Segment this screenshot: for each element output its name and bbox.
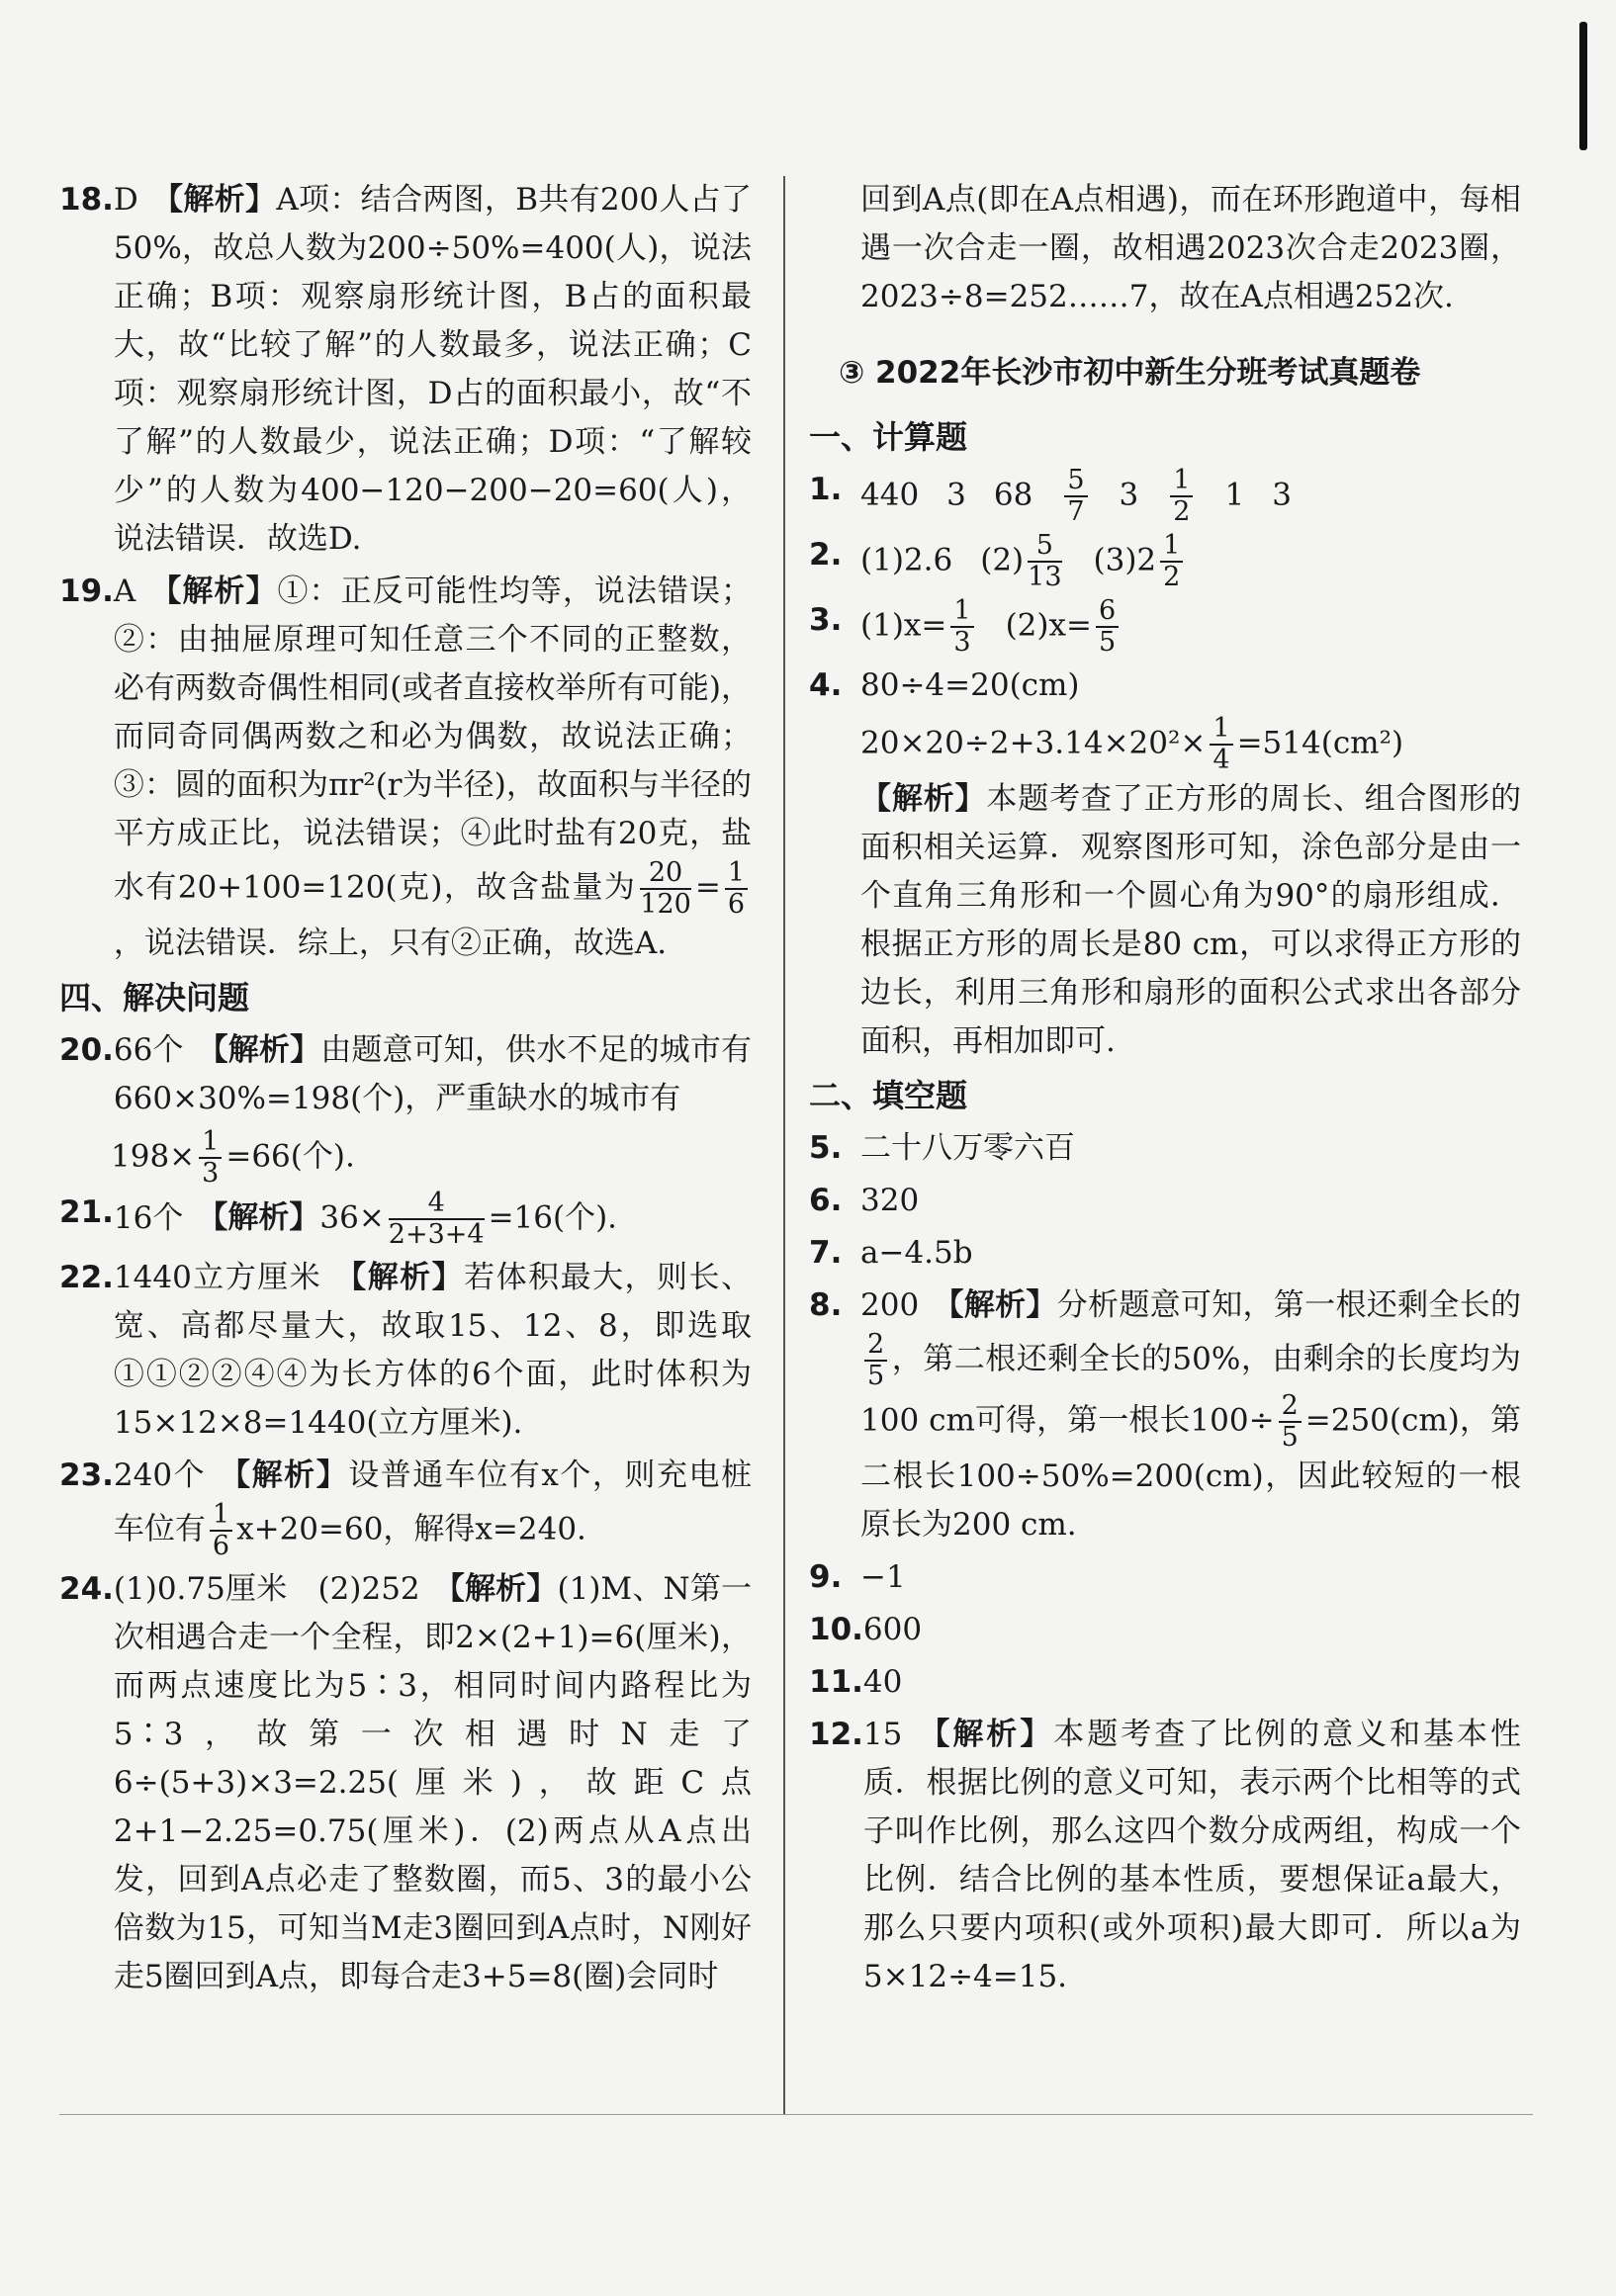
equals-sign: = [694, 869, 721, 906]
fraction-denominator: 2 [1173, 496, 1191, 527]
formula-text: 198× [111, 1138, 196, 1175]
answer: 15 [862, 1717, 903, 1752]
answer: (1)0.75厘米 (2)252 [113, 1571, 420, 1607]
question-number: 24. [59, 1571, 114, 1607]
fraction [1096, 596, 1119, 658]
answer: 68 [993, 477, 1033, 513]
answer: (2) [980, 542, 1025, 578]
question-body [114, 1452, 752, 1561]
fraction [1064, 466, 1087, 527]
answer: 600 [862, 1612, 923, 1647]
question-11 [809, 1658, 1521, 1707]
formula-line [860, 714, 1521, 775]
fraction [210, 1500, 232, 1561]
analysis-text: A项：结合两图，B共有200人占了50%，故总人数为200÷50%=400(人)，说法正确；B项：观察扇形统计图，B占的面积最大，故“比较了解”的人数最多，说法正确；C项：观察扇形统计图，D占的面积最小，故“不了解”的人数最少，说法正确；D项：“了解较少”的人数为400−120−200−20=60(人)，说法错误．故选D. [113, 182, 752, 557]
formula-text: =66(个). [225, 1138, 355, 1175]
question-number: 3. [809, 602, 843, 638]
question-body [114, 1565, 752, 2001]
question-number: 23. [59, 1457, 114, 1493]
question-number: 4. [809, 667, 843, 703]
question-4 [809, 662, 1521, 710]
question-2 [809, 531, 1521, 592]
analysis-text: =250(cm)，第二根长100÷50%=200(cm)，因此较短的一根原长为200 cm. [860, 1402, 1521, 1543]
fraction-numerator: 1 [1160, 531, 1183, 563]
question-number: 6. [809, 1183, 843, 1218]
answer: 440 [860, 477, 920, 513]
fraction-denominator: 2 [1163, 562, 1181, 592]
question-24 [59, 1565, 752, 2001]
question-number: 5. [809, 1130, 843, 1166]
question-body [114, 1026, 752, 1123]
fraction [389, 1189, 485, 1250]
question-number: 1. [809, 472, 843, 507]
answer: 3 [946, 477, 966, 513]
fraction-denominator: 6 [212, 1531, 230, 1561]
fraction-numerator: 1 [210, 1500, 232, 1532]
question-body [860, 466, 1521, 527]
fraction-denominator: 7 [1067, 496, 1085, 527]
fraction-denominator: 6 [727, 889, 745, 920]
analysis-text: 本题考查了正方形的周长、组合图形的面积相关运算．观察图形可知，涂色部分是由一个直角三角形和一个圆心角为90°的扇形组成．根据正方形的周长是80 cm，可以求得正方形的边长，利用三角形和扇形的面积公式求出各部分面积，再相加即可. [860, 781, 1522, 1059]
question-number: 22. [59, 1260, 114, 1295]
fraction-numerator: 2 [864, 1330, 887, 1362]
section-heading: 二、填空题 [809, 1077, 968, 1114]
answer: (2)x= [1005, 607, 1092, 644]
answer: 200 [860, 1287, 920, 1323]
formula-text: x+20=60，解得x=240. [236, 1511, 586, 1547]
fraction [864, 1330, 887, 1391]
answer: A [113, 574, 136, 609]
question-body [860, 531, 1521, 592]
fraction-denominator: 4 [1212, 745, 1230, 775]
fraction-numerator: 1 [950, 596, 973, 628]
question-1 [809, 466, 1521, 527]
question-9 [809, 1553, 1521, 1602]
analysis-text: ①：正反可能性均等，说法错误；②：由抽屉原理可知任意三个不同的正整数，必有两数奇偶性相同(或者直接枚举所有可能)，而同奇同偶两数之和必为偶数，故说法正确；③：圆的面积为πr²(r为半径)，故面积与半径的平方成正比，说法错误；④此时盐有20克，盐水有20+100=120(克)，故含盐量为 [113, 574, 753, 906]
answer: (3)2 [1093, 542, 1157, 578]
analysis-tag: 【解析】 [197, 1032, 321, 1068]
question-body [114, 568, 752, 968]
fraction [950, 596, 973, 658]
question-number: 21. [59, 1194, 114, 1230]
formula-text: 36× [319, 1199, 385, 1236]
fraction [640, 858, 691, 920]
bottom-rule [59, 2114, 1533, 2115]
formula-text: 20×20÷2+3.14×20²× [860, 725, 1207, 761]
analysis-text: ，第二根还剩全长的50%，由剩余的长度均为100 cm可得，第一根长100÷ [860, 1341, 1521, 1439]
analysis-text: 设普通车位有x个，则充电桩车位有 [113, 1457, 752, 1547]
section-heading: 四、解决问题 [59, 979, 250, 1016]
fraction [1279, 1391, 1302, 1453]
question-body [860, 1281, 1521, 1549]
question-8 [809, 1281, 1521, 1549]
answer: 240个 [113, 1457, 207, 1493]
analysis-paragraph [860, 775, 1521, 1066]
answer: 1440立方厘米 [113, 1260, 322, 1295]
question-body [114, 176, 752, 564]
question-10 [809, 1606, 1521, 1654]
analysis-text: 由题意可知，供水不足的城市有660×30%=198(个)，严重缺水的城市有 [113, 1032, 753, 1116]
answer: 3 [1272, 477, 1292, 513]
fraction-numerator: 2 [1279, 1391, 1302, 1423]
fraction-denominator: 5 [1098, 627, 1117, 658]
fraction-denominator: 2+3+4 [388, 1219, 485, 1250]
fraction-numerator: 5 [1028, 531, 1061, 563]
column-divider [783, 176, 785, 2114]
fraction-numerator: 1 [1170, 466, 1193, 497]
fraction-numerator: 5 [1064, 466, 1087, 497]
analysis-tag: 【解析】 [860, 781, 987, 817]
question-number: 19. [59, 574, 114, 609]
answer: 16个 [113, 1199, 184, 1236]
answer: 320 [860, 1183, 920, 1218]
question-number: 18. [59, 182, 114, 218]
analysis-tag: 【解析】 [220, 1457, 349, 1493]
answer: (1)2.6 [860, 542, 953, 578]
left-column [59, 176, 752, 2005]
question-5 [809, 1124, 1521, 1173]
question-18 [59, 176, 752, 564]
analysis-text: 若体积最大，则长、宽、高都尽量大，故取15、12、8，即选取①①②②④④为长方体的6个面，此时体积为15×12×8=1440(立方厘米). [113, 1260, 753, 1441]
analysis-text: 分析题意可知，第一根还剩全长的 [1056, 1287, 1522, 1323]
question-number: 20. [59, 1032, 114, 1068]
question-number: 2. [809, 537, 843, 573]
question-21 [59, 1189, 752, 1250]
analysis-tag: 【解析】 [433, 1571, 558, 1607]
right-column [809, 176, 1521, 2005]
formula-text: =514(cm²) [1236, 725, 1404, 761]
question-24-continued: 回到A点(即在A点相遇)，而在环形跑道中，每相遇一次合走一圈，故相遇2023次合走2023圈，2023÷8=252……7，故在A点相遇252次. [860, 182, 1521, 314]
fraction-numerator: 20 [640, 858, 691, 890]
answer: 66个 [113, 1032, 184, 1068]
formula-line [111, 1127, 752, 1189]
question-body: 80÷4=20(cm) [860, 667, 1080, 703]
fraction-denominator: 120 [640, 889, 691, 920]
analysis-tag: 【解析】 [933, 1287, 1057, 1323]
question-number: 9. [809, 1559, 843, 1595]
analysis-tag: 【解析】 [149, 574, 278, 609]
question-22 [59, 1254, 752, 1448]
fraction-numerator: 1 [1210, 714, 1232, 746]
question-body [114, 1189, 752, 1250]
fraction [1028, 531, 1061, 592]
question-20 [59, 1026, 752, 1123]
answer: 二十八万零六百 [860, 1130, 1075, 1166]
formula-text: =16(个). [488, 1199, 618, 1236]
question-3 [809, 596, 1521, 658]
question-number: 7. [809, 1235, 843, 1271]
fraction-numerator: 1 [199, 1127, 222, 1159]
fraction-denominator: 3 [953, 627, 971, 658]
question-body [114, 1254, 752, 1448]
fraction-numerator: 4 [389, 1189, 485, 1220]
question-7 [809, 1229, 1521, 1278]
fraction-numerator: 6 [1096, 596, 1119, 628]
question-6 [809, 1177, 1521, 1225]
question-number: 12. [809, 1717, 863, 1752]
fraction [199, 1127, 222, 1189]
fraction-denominator: 5 [867, 1361, 885, 1391]
answer: 3 [1119, 477, 1139, 513]
paper-title: ③ 2022年长沙市初中新生分班考试真题卷 [839, 355, 1421, 391]
question-23 [59, 1452, 752, 1561]
answer: 40 [862, 1664, 903, 1700]
analysis-tag: 【解析】 [916, 1717, 1054, 1752]
section-heading: 一、计算题 [809, 418, 968, 456]
fraction [725, 858, 748, 920]
page-edge-mark [1579, 22, 1587, 150]
answer: −1 [860, 1559, 906, 1595]
answer: (1)x= [860, 607, 947, 644]
answer: D [113, 182, 138, 218]
analysis-tag: 【解析】 [335, 1260, 465, 1295]
fraction-denominator: 5 [1281, 1422, 1299, 1453]
analysis-tag: 【解析】 [197, 1199, 320, 1236]
fraction-numerator: 1 [725, 858, 748, 890]
question-12 [809, 1711, 1521, 2001]
fraction [1170, 466, 1193, 527]
question-19 [59, 568, 752, 968]
answer: a−4.5b [860, 1235, 973, 1271]
question-number: 11. [809, 1664, 863, 1700]
question-body [863, 1711, 1521, 2001]
question-body [860, 596, 1521, 658]
fraction-denominator: 3 [202, 1158, 220, 1189]
question-number: 8. [809, 1287, 843, 1323]
answer: 1 [1224, 477, 1245, 513]
analysis-text: ，说法错误．综上，只有②正确，故选A. [113, 926, 668, 961]
analysis-text: (1)M、N第一次相遇合走一个全程，即2×(2+1)=6(厘米)，而两点速度比为5∶3，相同时间内路程比为5∶3，故第一次相遇时N走了6÷(5+3)×3=2.25(厘米)，故距C点2+1−2.25=0.75(厘米)．(2)两点从A点出发，回到A点必走了整数圈，而5、3的最小公倍数为15，可知当M走3圈回到A点时，N刚好走5圈回到A点，即每合走3+5=8(圈)会同时 [113, 1571, 752, 1994]
fraction [1210, 714, 1232, 775]
analysis-tag: 【解析】 [151, 182, 277, 218]
question-number: 10. [809, 1612, 863, 1647]
fraction-denominator: 13 [1028, 562, 1062, 592]
analysis-text: 本题考查了比例的意义和基本性质．根据比例的意义可知，表示两个比相等的式子叫作比例，那么这四个数分成两组，构成一个比例．结合比例的基本性质，要想保证a最大，那么只要内项积(或外项积)最大即可．所以a为5×12÷4=15. [862, 1717, 1522, 1994]
fraction [1160, 531, 1183, 592]
